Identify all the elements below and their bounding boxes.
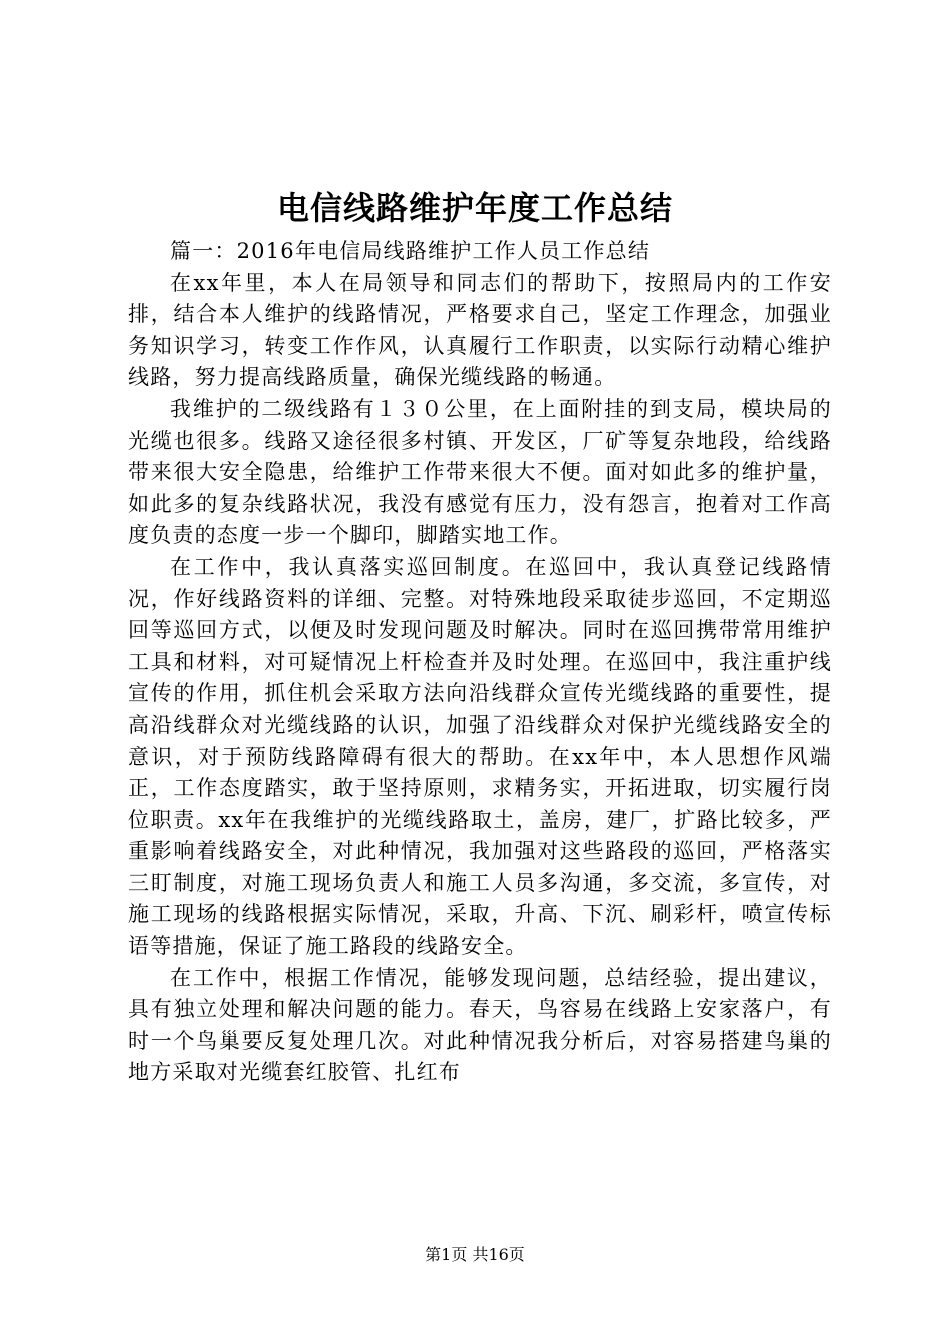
section-heading: 篇一：2016年电信局线路维护工作人员工作总结: [170, 239, 651, 263]
paragraph-3: 在工作中，我认真落实巡回制度。在巡回中，我认真登记线路情况，作好线路资料的详细、完整。对特殊地段采取徒步巡回，不定期巡回等巡回方式，以便及时发现问题及时解决。同时在巡回携带常用维护工具和材料，对可疑情况上杆检查并及时处理。在巡回中，我注重护线宣传的作用，抓住机会采取方法向沿线群众宣传光缆线路的重要性，提高沿线群众对光缆线路的认识，加强了沿线群众对保护光缆线路安全的意识，对于预防线路障碍有很大的帮助。在xx年中，本人思想作风端正，工作态度踏实，敢于坚持原则，求精务实，开拓进取，切实履行岗位职责。xx年在我维护的光缆线路取土，盖房，建厂，扩路比较多，严重影响着线路安全，对此种情况，我加强对这些路段的巡回，严格落实三盯制度，对施工现场负责人和施工人员多沟通，多交流，多宣传，对施工现场的线路根据实际情况，采取，升高、下沉、刷彩杆，喷宣传标语等措施，保证了施工路段的线路安全。: [128, 554, 832, 959]
document-title: 电信线路维护年度工作总结: [276, 189, 673, 227]
page-number-footer: 第1页 共16页: [425, 1245, 525, 1264]
paragraph-4: 在工作中，根据工作情况，能够发现问题，总结经验，提出建议，具有独立处理和解决问题的能力。春天，鸟容易在线路上安家落户，有时一个鸟巢要反复处理几次。对此种情况我分析后，对容易搭建鸟巢的地方采取对光缆套红胶管、扎红布: [128, 965, 832, 1085]
paragraph-2: 我维护的二级线路有１３０公里，在上面附挂的到支局，模块局的光缆也很多。线路又途径很多村镇、开发区，厂矿等复杂地段，给线路带来很大安全隐患，给维护工作带来很大不便。面对如此多的维护量，如此多的复杂线路状况，我没有感觉有压力，没有怨言，抱着对工作高度负责的态度一步一个脚印，脚踏实地工作。: [128, 396, 832, 548]
paragraph-1: 在xx年里，本人在局领导和同志们的帮助下，按照局内的工作安排，结合本人维护的线路情况，严格要求自己，坚定工作理念，加强业务知识学习，转变工作作风，认真履行工作职责，以实际行动精心维护线路，努力提高线路质量，确保光缆线路的畅通。: [128, 270, 832, 390]
document-body: [128, 236, 832, 1089]
